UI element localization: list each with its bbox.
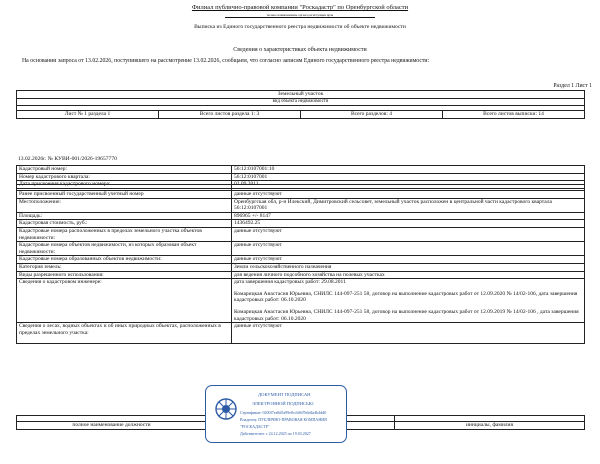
table-row — [17, 256, 585, 264]
object-type-sub: вид объекта недвижимости — [17, 98, 585, 106]
table-row — [17, 198, 585, 212]
row-value: 896965 +/- 8147 — [232, 212, 585, 220]
name-label: инициалы, фамилия — [395, 422, 585, 430]
table-row — [17, 227, 585, 241]
page-info: Раздел 1 Лист 1 — [553, 83, 592, 89]
table-row — [17, 271, 585, 279]
engineer-date: дата завершения кадастровых работ: 29.08.2011 — [234, 279, 346, 286]
row-value: 56:12:0107001 — [232, 173, 585, 181]
row-label: Сведения о лесах, водных объектах и об иных природных объектах, расположенных в пределах земельного участка: — [17, 323, 232, 344]
total-sections: Всего разделов: 4 — [301, 111, 443, 119]
table-row — [17, 279, 585, 323]
row-value: Оренбургская обл, р-н Илекский, Димитровский сельсовет, земельный участок расположен в центральной части кадастрового квартала 56:12:0107001 — [232, 198, 585, 212]
table-row — [17, 191, 585, 199]
row-label: Местоположение: — [17, 198, 232, 212]
electronic-signature-stamp — [205, 385, 347, 443]
row-value: 56:12:0107001:10 — [232, 166, 585, 174]
row-label: Кадастровые номера объектов недвижимости, из которых образован объект недвижимости: — [17, 242, 232, 256]
table-row — [17, 166, 585, 174]
stamp-line-1: ДОКУМЕНТ ПОДПИСАН — [258, 392, 311, 397]
stamp-line-2: ЭЛЕКТРОННОЙ ПОДПИСЬЮ — [252, 401, 314, 406]
total-sheets-section: Всего листов раздела 1: 3 — [159, 111, 301, 119]
extract-title: Выписка из Единого государственного реестра недвижимости об объекте недвижимости — [194, 24, 406, 30]
stamp-line-6: Действителен: с 24.12.2025 по 19.03.2027 — [240, 431, 311, 436]
extract-number: 13.02.2026г. № КУВИ-001/2026-19657770 — [18, 156, 117, 162]
table-row — [17, 212, 585, 220]
row-label: Площадь: — [17, 212, 232, 220]
row-label: Ранее присвоенный государственный учетный номер — [17, 191, 232, 199]
table-row — [17, 220, 585, 228]
rosreestr-logo-icon — [214, 397, 238, 421]
row-label: Кадастровая стоимость, руб.: — [17, 220, 232, 228]
row-label: Сведения о кадастровом инженере: — [17, 279, 232, 323]
stamp-line-4: Владелец: ПУБЛИЧНО-ПРАВОВАЯ КОМПАНИЯ — [240, 417, 327, 422]
row-value: 1436492.25 — [232, 220, 585, 228]
engineer-record-2: Комарицкая Анастасия Юрьевна, СНИЛС 144-097-251 58, договор на выполнение кадастровых работ от 12.09.2019 № 14/02-106 , дата завершения кадастровых работ: 06.10.2020 — [234, 308, 579, 322]
row-value: для ведения личного подсобного хозяйства на полевых участках — [232, 271, 585, 279]
request-text: На основании запроса от 13.02.2026, поступившего на рассмотрение 13.02.2026, сообщаем, что согласно записям Единого государственного реестра недвижимости: — [22, 58, 430, 64]
stamp-line-5: "РОСКАДАСТР" — [240, 424, 270, 429]
table-row — [17, 263, 585, 271]
row-label: Дата присвоения кадастрового номера: — [17, 181, 232, 189]
row-value: Земли сельскохозяйственного назначения — [232, 263, 585, 271]
row-value: 02.09.2011 — [232, 181, 585, 189]
row-value: данные отсутствуют — [232, 191, 585, 199]
row-value: данные отсутствуют — [232, 227, 585, 241]
document-title: Сведения о характеристиках объекта недвижимости — [233, 47, 367, 53]
sheet-number: Лист № 1 раздела 1 — [17, 111, 159, 119]
object-type: Земельный участок — [17, 91, 585, 99]
table-row — [17, 242, 585, 256]
object-type-table — [16, 90, 585, 119]
table-row — [17, 173, 585, 181]
row-label: Кадастровый номер: — [17, 166, 232, 174]
row-label: Кадастровые номера образованных объектов недвижимости: — [17, 256, 232, 264]
table-row — [17, 323, 585, 344]
row-value: данные отсутствуют — [232, 256, 585, 264]
row-label: Категория земель: — [17, 263, 232, 271]
row-label: Кадастровые номера расположенных в пределах земельного участка объектов недвижимости: — [17, 227, 232, 241]
engineer-record-1: Комарицкая Анастасия Юрьевна, СНИЛС 144-097-251 58, договор на выполнение кадастровых работ от 12.09.2020 № 14/02-106, дата завершения кадастровых работ: 06.10.2020 — [234, 290, 578, 304]
stamp-line-3: Сертификат: 0200f7ea8d5a99e8ccb8d7b6d4a4b4dd0 — [240, 410, 327, 415]
position-label: полное наименование должности — [17, 422, 207, 430]
detail-info-table — [16, 184, 585, 344]
organization-title: Филиал публично-правовой компании "Роскадастр" по Оренбургской области — [191, 4, 409, 11]
organization-subtitle: полное наименование органа регистрации прав — [266, 13, 334, 17]
row-label: Номер кадастрового квартала: — [17, 173, 232, 181]
row-label: Виды разрешенного использования: — [17, 271, 232, 279]
organization-underline — [225, 17, 375, 18]
row-value: данные отсутствуют — [232, 323, 585, 344]
row-value: данные отсутствуют — [232, 242, 585, 256]
total-sheets-extract: Всего листов выписки: 14 — [443, 111, 585, 119]
row-value — [232, 279, 585, 323]
